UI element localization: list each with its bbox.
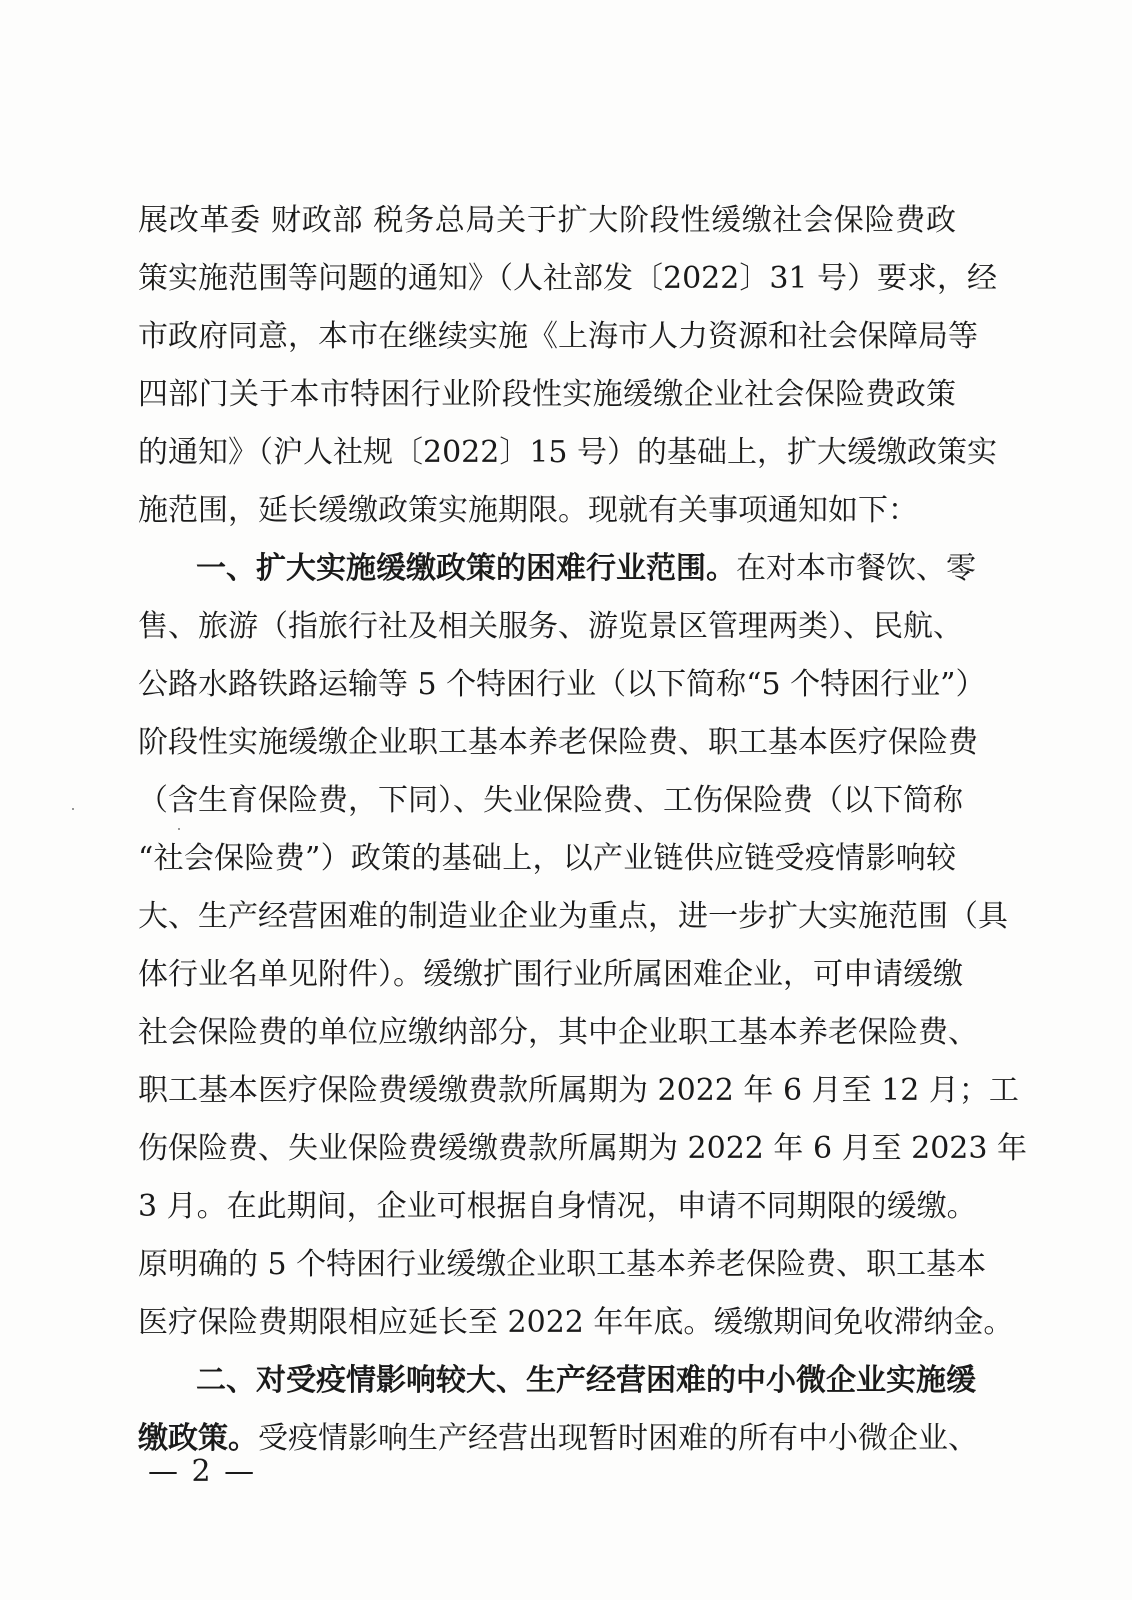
line-text: 医疗保险费期限相应延长至 2022 年年底。缓缴期间免收滞纳金。 [138,1305,1014,1340]
line-text: 职工基本医疗保险费缓缴费款所属期为 2022 年 6 月至 12 月；工 [138,1073,1019,1108]
line-text: 策实施范围等问题的通知》（人社部发〔2022〕31 号）要求，经 [138,261,998,296]
line-text: 公路水路铁路运输等 5 个特困行业（以下简称“5 个特困行业”） [138,667,986,702]
line-text: 售、旅游（指旅行社及相关服务、游览景区管理两类）、民航、 [138,609,963,644]
document-line [138,656,986,714]
document-line [138,1062,1019,1120]
document-line [138,1294,1014,1352]
document-line [138,482,956,540]
section-heading: 二、对受疫情影响较大、生产经营困难的中小微企业实施缓 [196,1363,976,1398]
line-text: 市政府同意，本市在继续实施《上海市人力资源和社会保障局等 [138,319,978,354]
line-text: 阶段性实施缓缴企业职工基本养老保险费、职工基本医疗保险费 [138,725,978,760]
scan-speck [72,808,74,810]
line-text: 3 月。在此期间，企业可根据自身情况，申请不同期限的缓缴。 [138,1189,977,1224]
line-text: 大、生产经营困难的制造业企业为重点，进一步扩大实施范围（具 [138,899,1008,934]
line-text: 的通知》（沪人社规〔2022〕15 号）的基础上，扩大缓缴政策实 [138,435,998,470]
line-text: 原明确的 5 个特困行业缓缴企业职工基本养老保险费、职工基本 [138,1247,987,1282]
line-text: 在对本市餐饮、零 [736,551,976,586]
document-line [138,366,956,424]
document-line [138,714,978,772]
document-line [138,830,956,888]
document-line [138,1120,1027,1178]
line-text: 受疫情影响生产经营出现暂时困难的所有中小微企业、 [258,1421,978,1456]
document-line [138,424,998,482]
document-line [138,1352,976,1410]
scan-speck [178,828,180,830]
document-line [138,308,978,366]
line-text: 伤保险费、失业保险费缓缴费款所属期为 2022 年 6 月至 2023 年 [138,1131,1027,1166]
document-line [138,250,998,308]
document-line [138,888,1008,946]
document-line [138,540,976,598]
document-line [138,1236,987,1294]
document-line [138,1004,978,1062]
section-heading: 一、扩大实施缓缴政策的困难行业范围。 [196,551,736,586]
document-line [138,1178,977,1236]
document-line [138,1410,978,1468]
document-line [138,192,956,250]
line-text: 施范围，延长缓缴政策实施期限。现就有关事项通知如下： [138,493,918,528]
line-text: （含生育保险费，下同）、失业保险费、工伤保险费（以下简称 [138,783,963,818]
page-number: — 2 — [148,1454,257,1489]
line-text: 体行业名单见附件）。缓缴扩围行业所属困难企业，可申请缓缴 [138,957,963,992]
document-body [138,192,1027,1468]
section-heading: 缴政策。 [138,1421,258,1456]
document-line [138,598,963,656]
line-text: “社会保险费”）政策的基础上，以产业链供应链受疫情影响较 [138,841,956,876]
document-line [138,772,963,830]
document-line [138,946,963,1004]
line-text: 四部门关于本市特困行业阶段性实施缓缴企业社会保险费政策 [138,377,956,412]
line-text: 社会保险费的单位应缴纳部分，其中企业职工基本养老保险费、 [138,1015,978,1050]
line-text: 展改革委 财政部 税务总局关于扩大阶段性缓缴社会保险费政 [138,203,956,238]
